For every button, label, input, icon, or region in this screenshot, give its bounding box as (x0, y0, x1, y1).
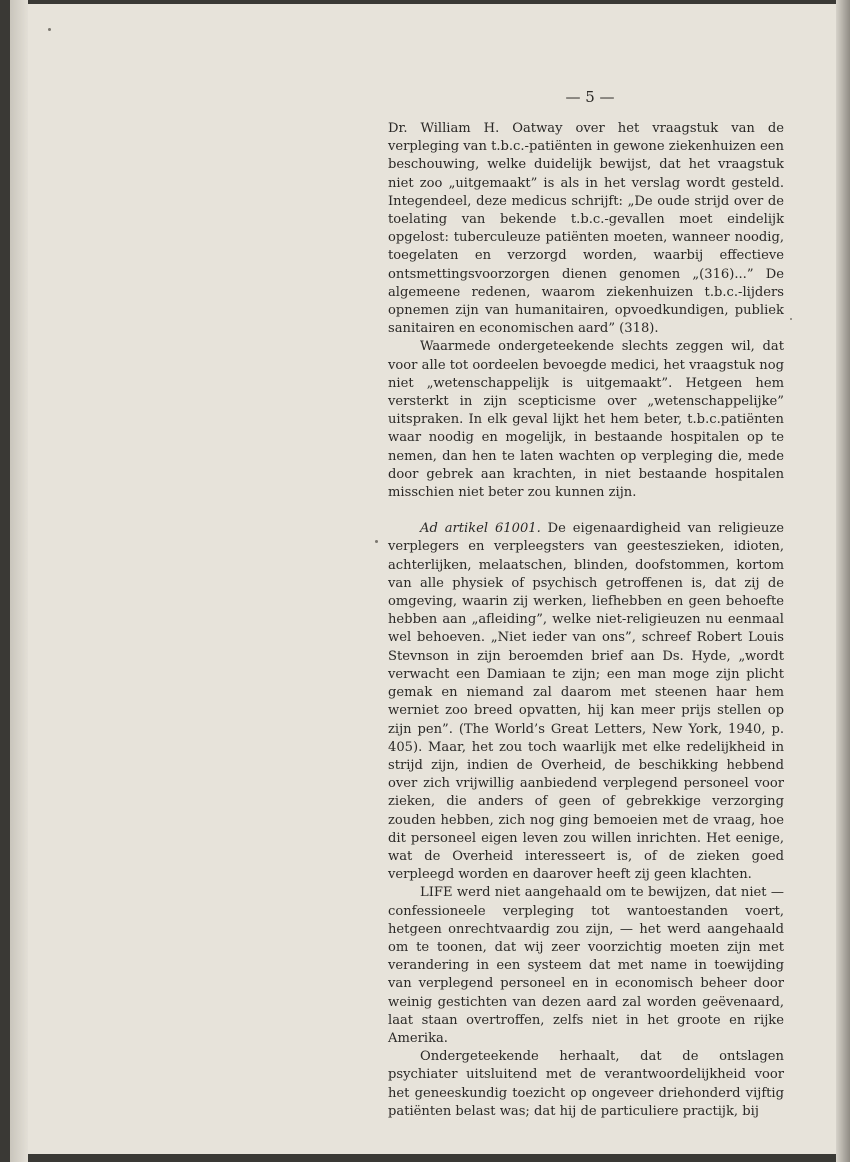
paragraph-2: Waarmede ondergeteekende slechts zeggen wil, dat voor alle tot oordeelen bevoegde medici, het vraagstuk nog niet „wetenschappelijk is uitgemaakt”. Hetgeen hem versterkt in zijn scepticisme over „wetenschappelijke” uitspraken. In elk geval lijkt het hem beter, t.b.c.patiënten waar noodig en mogelijk, in bestaande hospitalen op te nemen, dan hen te laten wachten op verpleging die, mede door gebrek aan krachten, in niet bestaande hospitalen misschien niet beter zou kunnen zijn. (388, 339, 784, 501)
body-text (388, 120, 784, 1121)
page-right-edge (836, 0, 850, 1162)
article-heading: Ad artikel 61001. (420, 521, 541, 537)
paper-speck (48, 28, 51, 31)
paper-speck (790, 318, 792, 320)
page-number: — 5 — (565, 88, 615, 106)
page-left-shadow (10, 0, 28, 1162)
paragraph-4: LIFE werd niet aangehaald om te bewijzen, dat niet — confessioneele verpleging tot wantoestanden voert, hetgeen onrechtvaardig zou zijn, — het werd aangehaald om te toonen, dat wij zeer voorzichtig moeten zijn met verandering in een systeem dat met name in toewijding van verplegend personeel en in economisch beheer door weinig gestichten van dezen aard zal worden geëvenaard, laat staan overtroffen, zelfs niet in het groote en rijke Amerika. (388, 885, 784, 1046)
paragraph-1: Dr. William H. Oatway over het vraagstuk van de verpleging van t.b.c.-patiënten in gewone ziekenhuizen een beschouwing, welke duidelijk bewijst, dat het vraagstuk niet zoo „uitgemaakt” is als in het verslag wordt gesteld. Integendeel, deze medicus schrijft: „De oude strijd over de toelating van bekende t.b.c.-gevallen moet eindelijk opgelost: tuberculeuze patiënten moeten, wanneer noodig, toegelaten en verzorgd worden, waarbij effectieve ontsmettingsvoorzorgen dienen genomen „(316)...” De algemeene redenen, waarom ziekenhuizen t.b.c.-lijders opnemen zijn van humanitairen, opvoedkundigen, publiek sanitairen en economischen aard” (318). (388, 121, 784, 337)
paragraph-5: Ondergeteekende herhaalt, dat de ontslagen psychiater uitsluitend met de verantwoordelijkheid voor het geneeskundig toezicht op ongeveer driehonderd vijftig patiënten belast was; dat hij de particuliere practijk, bij (388, 1049, 784, 1119)
paragraph-3-text: De eigenaardigheid van religieuze verplegers en verpleegsters van geesteszieken, idioten, achterlijken, melaatschen, blinden, doofstommen, kortom van alle physiek of psychisch getroffenen is, dat zij de omgeving, waarin zij werken, liefhebben en geen behoefte hebben aan „afleiding”, welke niet-religieuzen nu eenmaal wel behoeven. „Niet ieder van ons”, schreef Robert Louis Stevnson in zijn beroemden brief aan Ds. Hyde, „wordt verwacht een Damiaan te zijn; een man moge zijn plicht gemak en niemand zal daarom met steenen haar hem werniet zoo breed opvatten, hij kan meer prijs stellen op zijn pen”. (The World’s Great Letters, New York, 1940, p. 405). Maar, het zou toch waarlijk met elke redelijkheid in strijd zijn, indien de Overheid, de beschikking hebbend over zich vrijwillig aanbiedend verplegend personeel voor zieken, die anders of geen of gebrekkige verzorging zouden hebben, zich nog ging bemoeien met de vraag, hoe dit personeel eigen leven zou willen inrichten. Het eenige, wat de Overheid interesseert is, of de zieken goed verpleegd worden en daarover heeft zij geen klachten. (388, 521, 784, 883)
paper-speck (375, 540, 378, 543)
paragraph-3 (388, 520, 784, 884)
